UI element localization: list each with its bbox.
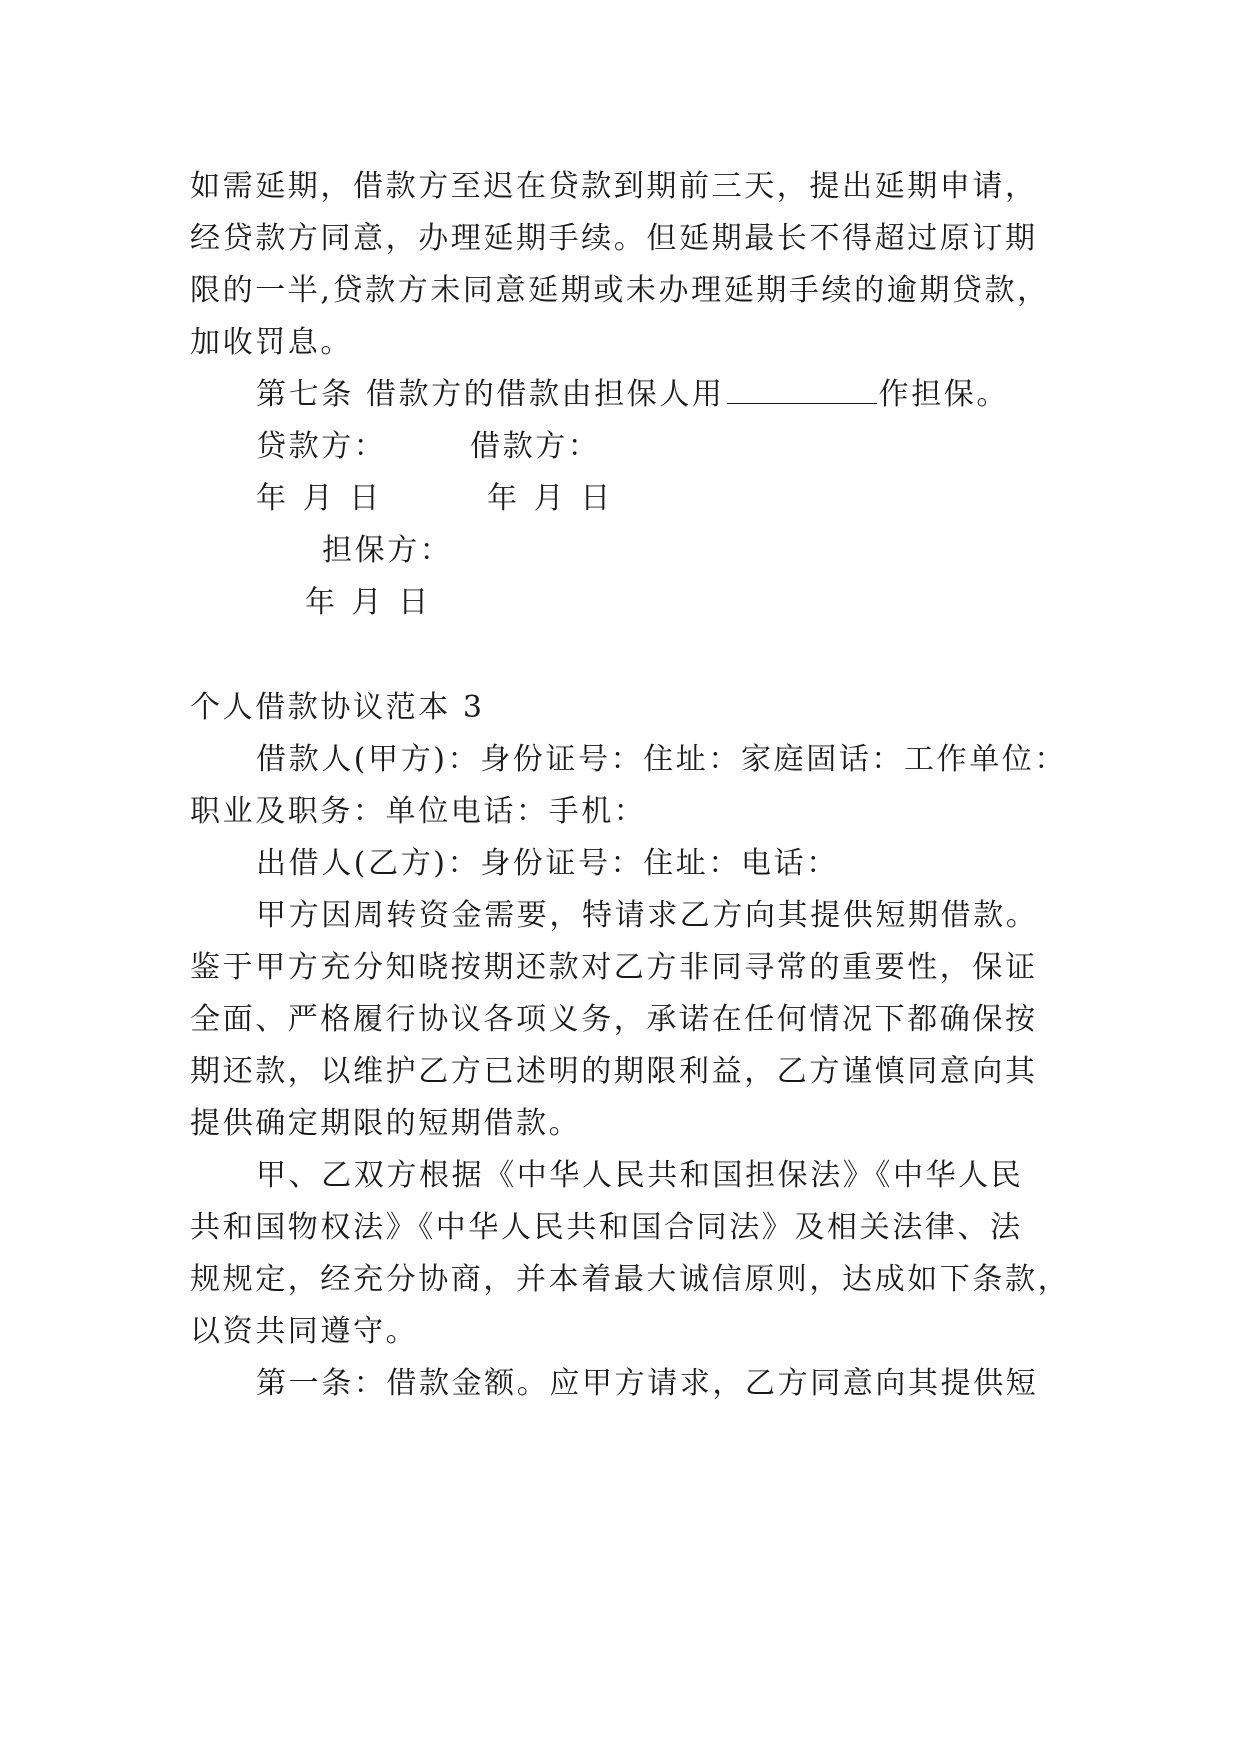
lender-label: 贷款方： [256, 429, 387, 464]
party-a-line: 借款人(甲方)：身份证号：住址：家庭固话：工作单位： [256, 742, 1068, 777]
section-title: 个人借款协议范本 3 [190, 690, 485, 725]
date-month: 月 [351, 585, 385, 620]
date-year: 年 [487, 481, 520, 516]
party-a-line: 职业及职务：单位电话：手机： [190, 794, 647, 829]
article-1-line: 第一条：借款金额。应甲方请求，乙方同意向其提供短 [256, 1366, 1039, 1401]
lender-date [256, 479, 382, 519]
paragraph-line: 规规定，经充分协商，并本着最大诚信原则，达成如下条款， [190, 1262, 1071, 1297]
paragraph-line: 加收罚息。 [190, 325, 353, 360]
paragraph-line: 期还款，以维护乙方已述明的期限利益，乙方谨慎同意向其 [190, 1054, 1038, 1089]
party-b-line: 出借人(乙方)：身份证号：住址：电话： [256, 846, 839, 881]
borrower-label: 借款方： [470, 429, 601, 464]
paragraph-line: 全面、严格履行协议各项义务，承诺在任何情况下都确保按 [190, 1002, 1038, 1037]
borrower-date [487, 479, 613, 519]
date-month: 月 [533, 481, 567, 516]
paragraph-line: 限的一半,贷款方未同意延期或未办理延期手续的逾期贷款， [190, 273, 1050, 308]
paragraph-line: 共和国物权法》《中华人民共和国合同法》及相关法律、法 [190, 1210, 1023, 1245]
date-year: 年 [305, 585, 338, 620]
paragraph-line: 甲、乙双方根据《中华人民共和国担保法》《中华人民 [256, 1158, 1024, 1193]
article-7-prefix: 第七条 借款方的借款由担保人用 [256, 377, 725, 412]
article-7 [256, 375, 1009, 415]
paragraph-line: 以资共同遵守。 [190, 1314, 419, 1349]
fill-in-blank [727, 375, 877, 404]
paragraph-line: 鉴于甲方充分知晓按期还款对乙方非同寻常的重要性，保证 [190, 950, 1038, 985]
date-month: 月 [302, 481, 336, 516]
date-year: 年 [256, 481, 289, 516]
date-day: 日 [398, 585, 431, 620]
paragraph-line: 甲方因周转资金需要，特请求乙方向其提供短期借款。 [256, 898, 1039, 933]
paragraph-line: 经贷款方同意，办理延期手续。但延期最长不得超过原订期 [190, 221, 1038, 256]
guarantor-date [305, 583, 431, 623]
guarantor-label: 担保方： [322, 533, 453, 568]
date-day: 日 [580, 481, 613, 516]
date-day: 日 [349, 481, 382, 516]
paragraph-line: 如需延期，借款方至迟在贷款到期前三天，提出延期申请， [190, 169, 1038, 204]
article-7-suffix: 作担保。 [878, 377, 1009, 412]
paragraph-line: 提供确定期限的短期借款。 [190, 1106, 582, 1141]
